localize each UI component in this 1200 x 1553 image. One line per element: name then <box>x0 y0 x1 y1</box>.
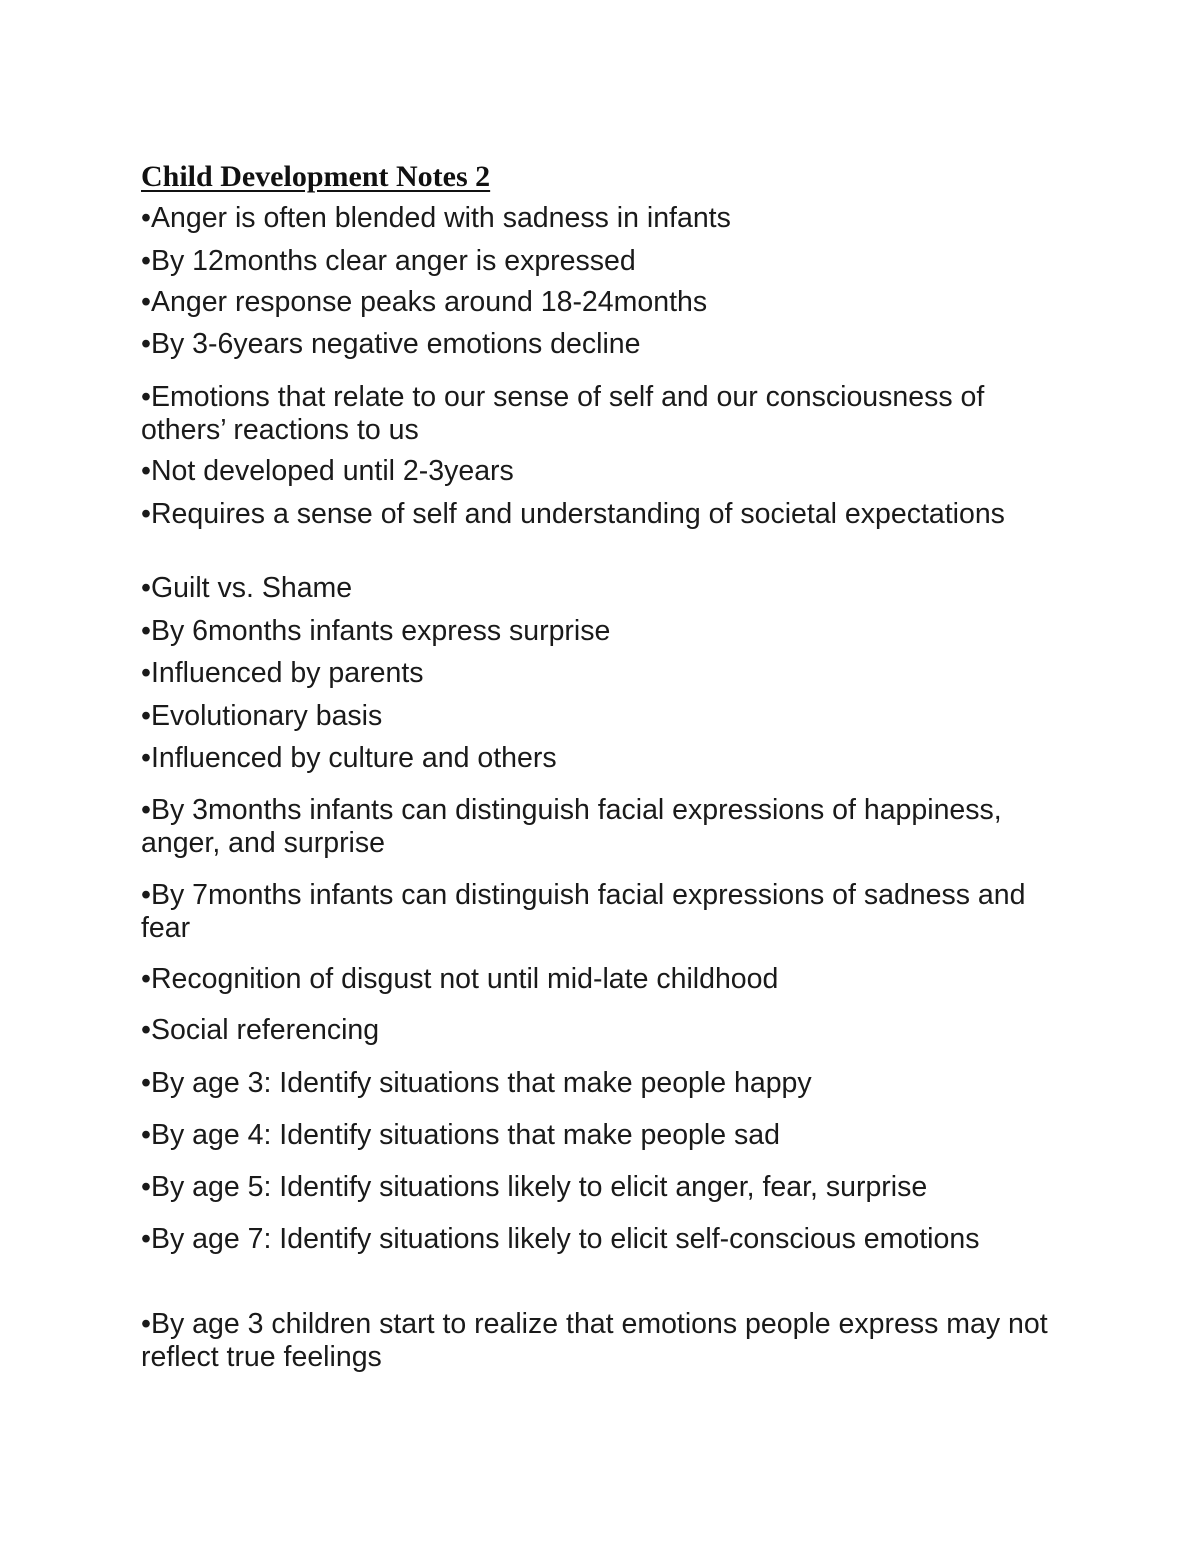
note-item: •Evolutionary basis <box>141 700 383 732</box>
note-item: •By 6months infants express surprise <box>141 615 611 647</box>
note-item: •Anger response peaks around 18-24months <box>141 286 708 318</box>
note-item: •By 12months clear anger is expressed <box>141 245 636 277</box>
note-item: •Emotions that relate to our sense of self and our consciousness of others’ reactions to us <box>141 381 985 446</box>
note-item: •By 3months infants can distinguish facial expressions of happiness, anger, and surprise <box>141 794 1002 859</box>
page-title: Child Development Notes 2 <box>141 160 491 193</box>
note-item: •Influenced by parents <box>141 657 424 689</box>
note-item: •Social referencing <box>141 1014 380 1046</box>
note-item: •By age 3: Identify situations that make people happy <box>141 1067 812 1099</box>
note-item: •By age 7: Identify situations likely to elicit self-conscious emotions <box>141 1223 980 1255</box>
note-item: •By 7months infants can distinguish facial expressions of sadness and fear <box>141 879 1026 944</box>
note-item: •Recognition of disgust not until mid-late childhood <box>141 963 779 995</box>
note-item: •Requires a sense of self and understanding of societal expectations <box>141 498 1005 530</box>
note-item: •By age 5: Identify situations likely to elicit anger, fear, surprise <box>141 1171 928 1203</box>
note-item: •By 3-6years negative emotions decline <box>141 328 641 360</box>
note-item: •Guilt vs. Shame <box>141 572 353 604</box>
note-item: •By age 3 children start to realize that emotions people express may not reflect true feelings <box>141 1308 1048 1373</box>
note-item: •Influenced by culture and others <box>141 742 557 774</box>
note-item: •Anger is often blended with sadness in infants <box>141 202 731 234</box>
note-item: •By age 4: Identify situations that make people sad <box>141 1119 780 1151</box>
note-item: •Not developed until 2-3years <box>141 455 514 487</box>
